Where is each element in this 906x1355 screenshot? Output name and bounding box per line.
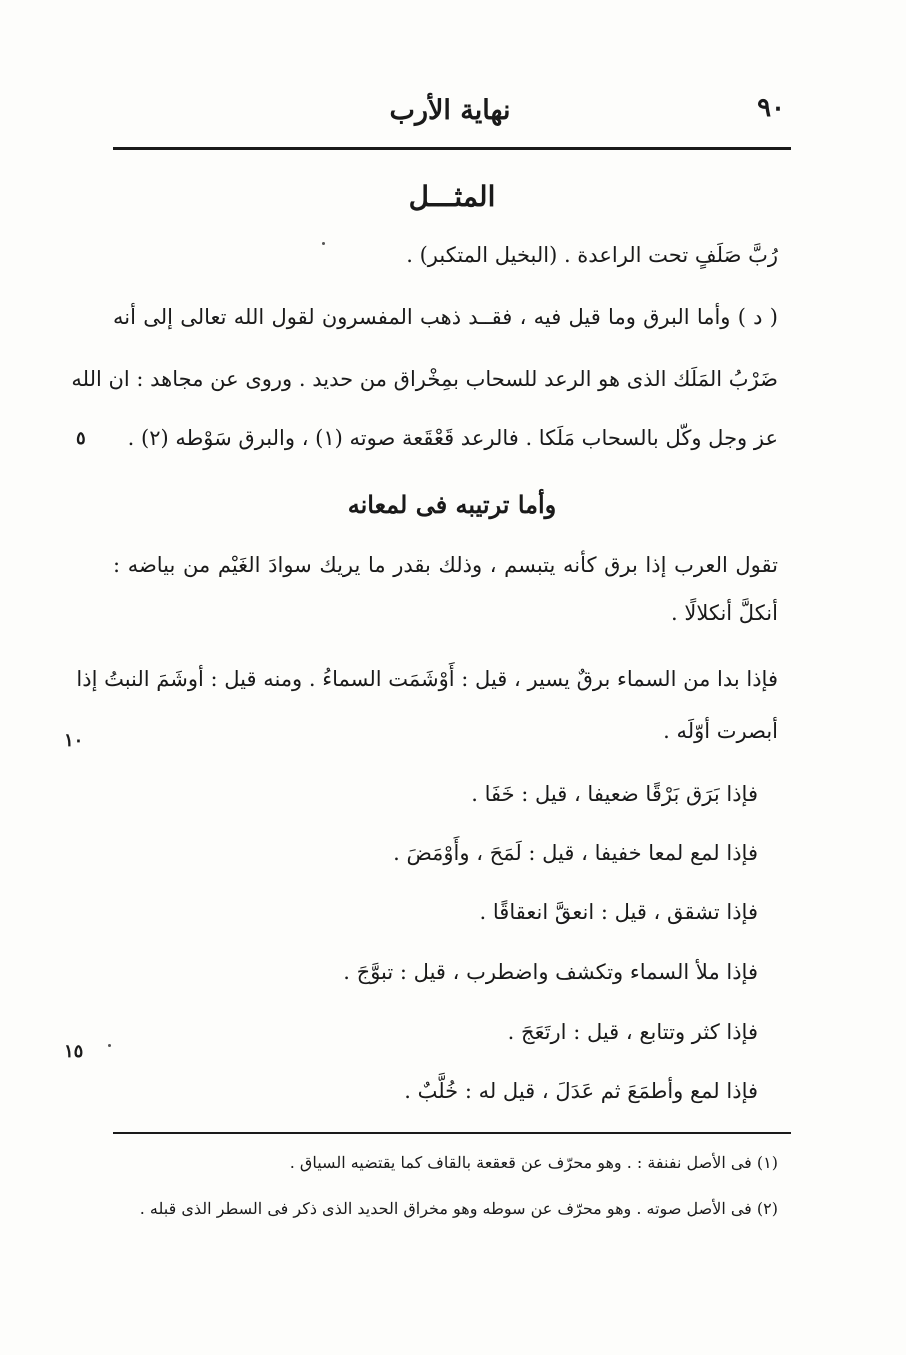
footnote: (٢) فى الأصل صوته . وهو محرّف عن سوطه وهو مخراق الحديد الذى ذكر فى السطر الذى قبله .	[139, 1199, 778, 1218]
paragraph-line: أبصرت أوّلَه .	[663, 719, 778, 743]
section-heading-proverb: المثـــل	[408, 180, 496, 213]
footnote: (١) فى الأصل نفنفة : . وهو محرّف عن قعقعة بالقاف كما يقتضيه السياق .	[289, 1153, 778, 1172]
paragraph-line: تقول العرب إذا برق كأنه يتبسم ، وذلك بقدر ما يريك سوادَ الغَيْم من بياضه :	[113, 553, 778, 577]
line-number-marker: ١٠	[64, 730, 84, 751]
list-line: فإذا لمع لمعا خفيفا ، قيل : لَمَحَ ، وأَوْمَضَ .	[393, 841, 758, 865]
header-rule	[113, 147, 791, 150]
paragraph-line: عز وجل وكّل بالسحاب مَلَكا . فالرعد قَعْقَعة صوته (١) ، والبرق سَوْطه (٢) .	[127, 426, 778, 450]
list-line: فإذا كثر وتتابع ، قيل : ارتَعَجَ .	[507, 1020, 758, 1044]
paragraph-line: أنكلَّ أنكلالًا .	[671, 601, 778, 625]
paragraph-line: فإذا بدا من السماء برقٌ يسير ، قيل : أَوْشَمَت السماءُ . ومنه قيل : أوشَمَ النبتُ إذا	[76, 667, 778, 691]
list-line: فإذا تشقق ، قيل : انعقَّ انعقاقًا .	[479, 900, 758, 924]
running-header-title: نهاية الأرب	[389, 95, 511, 126]
list-line: فإذا لمع وأطمَعَ ثم عَدَلَ ، قيل له : خُلَّبٌ .	[404, 1079, 758, 1103]
paragraph-line: ( د ) وأما البرق وما قيل فيه ، فقــد ذهب المفسرون لقول الله تعالى إلى أنه	[113, 305, 778, 329]
list-line: فإذا بَرَق بَرْقًا ضعيفا ، قيل : خَفَا .	[471, 782, 758, 806]
page-number: ٩٠	[757, 93, 785, 123]
line-number-marker: ٥	[76, 428, 86, 449]
line-number-marker: ١٥	[64, 1041, 84, 1062]
proverb-line: رُبَّ صَلَفٍ تحت الراعدة . (البخيل المتكبر) .	[406, 243, 778, 267]
list-line: فإذا ملأ السماء وتكشف واضطرب ، قيل : تبوَّجَ .	[343, 960, 758, 984]
section-heading-order: وأما ترتيبه فى لمعانه	[347, 490, 557, 519]
paragraph-line: ضَرْبُ المَلَك الذى هو الرعد للسحاب بمِخْراق من حديد . وروى عن مجاهد : ان الله	[71, 367, 778, 391]
print-speck	[322, 242, 325, 245]
footnote-rule	[113, 1132, 791, 1134]
print-speck	[108, 1044, 111, 1047]
